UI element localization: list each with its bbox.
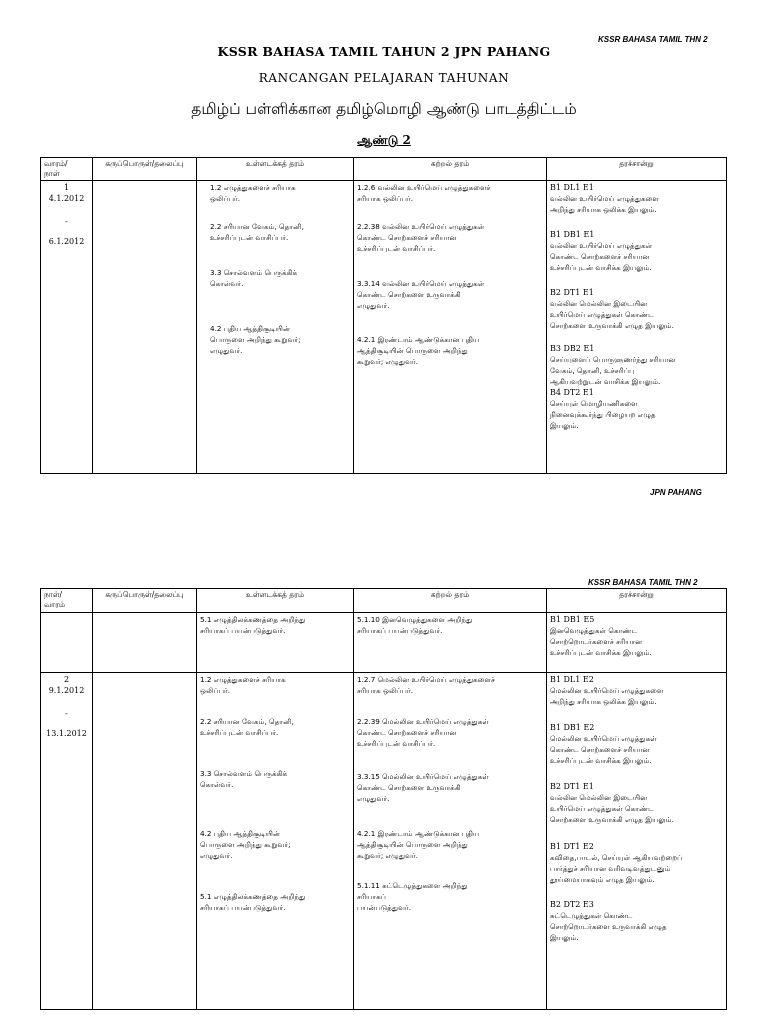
evidence-code: B2 DT1 E1 [550, 782, 594, 791]
header-week: நாள்/ வாரம் [41, 589, 93, 613]
learning-item: 2.2.39 மெல்லின உயிர்மெய் எழுத்துகள் கொண்ட சொற்களைச் சரியான உச்சரிப்புடன் வாசிப்பர். [357, 717, 489, 748]
content-item: 4.2 புதிய ஆத்திசூடியின் பொருளை அறிந்து கூறுவர்; எழுதுவர். [200, 829, 291, 860]
evidence-code: B4 DT2 E1 [550, 388, 594, 397]
learning-item: 4.2.1 இரண்டாம் ஆண்டுக்கான புதிய ஆத்திசூடியின் பொருளை அறிந்து கூறுவர்; எழுதுவர். [357, 829, 480, 860]
evidence-text: செய்யுள் மொழியணிகளை நினைவுக்கூர்ந்து பிழையற எழுத இயலும். [550, 399, 656, 430]
document-title: KSSR BAHASA TAMIL TAHUN 2 JPN PAHANG [217, 44, 551, 59]
evidence-code: B3 DB2 E1 [550, 344, 595, 353]
evidence-text: இனவெழுத்துகள் கொண்ட சொற்றொடர்களைச் சரியான உச்சரிப்புடன் வாசிக்க இயலும். [550, 626, 652, 657]
year-label: ஆண்டு 2 [357, 133, 411, 147]
learning-item: 4.2.1 இரண்டாம் ஆண்டுக்கான புதிய ஆத்திசூடியின் பொருளை அறிந்து கூறுவர்; எழுதுவர். [357, 335, 480, 366]
learning-item: 5.1.10 இனவெழுத்துகளை அறிந்து சரியாகப் பயன்படுத்துவர். [357, 615, 473, 635]
evidence-text: வல்லின மெல்லின இடையின உயிர்மெய் எழுத்துகள் கொண்ட சொற்களை உருவாக்கி எழுத இயலும். [550, 793, 674, 824]
evidence-code: B1 DB1 E5 [550, 615, 595, 624]
evidence-code: B1 DB1 E1 [550, 230, 595, 239]
content-item: 5.1 எழுத்திலக்கணத்தை அறிந்து சரியாகப் பயன்படுத்துவர். [200, 892, 306, 912]
learning-standard-cell [354, 613, 547, 673]
content-item: 3.3 சொல்வளம் பெருக்கிக் கொள்வர். [210, 268, 298, 288]
header-evidence: தரச்சான்று [547, 589, 727, 613]
header-learning-standard: கற்றல் தரம் [354, 589, 547, 613]
date-dash: - [65, 217, 68, 226]
content-item: 3.3 சொல்வளம் பெருக்கிக் கொள்வர். [200, 769, 288, 789]
header-evidence: தரச்சான்று [547, 158, 727, 181]
lesson-plan-table-2 [40, 588, 727, 1010]
content-standard-cell [197, 181, 354, 474]
header-learning-standard: கற்றல் தரம் [354, 158, 547, 181]
theme-cell [93, 673, 197, 1010]
content-item: 1.2 எழுத்துகளைச் சரியாக ஒலிப்பர். [200, 675, 286, 695]
evidence-text: சுட்டெழுத்துகள் கொண்ட சொற்றொடர்களை உருவாக்கி எழுத இயலும். [550, 911, 667, 942]
week-cell [41, 613, 93, 673]
learning-item: 3.3.15 மெல்லின உயிர்மெய் எழுத்துகள் கொண்ட சொற்களை உருவாக்கி எழுதுவர். [357, 772, 489, 803]
header-content-standard: உள்ளடக்கத் தரம் [197, 589, 354, 613]
evidence-cell [547, 181, 727, 474]
learning-item: 2.2.38 வல்லின உயிர்மெய் எழுத்துகள் கொண்ட சொற்களைச் சரியான உச்சரிப்புடன் வாசிப்பர். [357, 222, 485, 253]
theme-cell [93, 613, 197, 673]
content-standard-cell [197, 673, 354, 1010]
week-cell [41, 673, 93, 1010]
content-item: 2.2 சரியான வேகம், தொனி, உச்சரிப்புடன் வாசிப்பர். [200, 717, 294, 737]
running-header: KSSR BAHASA TAMIL THN 2 [598, 35, 708, 44]
header-content-standard: உள்ளடக்கத் தரம் [197, 158, 354, 181]
tamil-title: தமிழ்ப் பள்ளிக்கான தமிழ்மொழி ஆண்டு பாடத்திட்டம் [191, 100, 577, 118]
learning-item: 1.2.7 மெல்லின உயிர்மெய் எழுத்துகளைச் சரியாக ஒலிப்பர். [357, 675, 496, 695]
week-number: 1 [63, 183, 70, 192]
evidence-code: B1 DT1 E2 [550, 842, 594, 851]
evidence-text: செய்யுளைப் பொருளுணர்ந்து சரியான வேகம், தொனி, உச்சரிப்பு ஆகியவற்றுடன் வாசிக்க இயலும். [550, 355, 676, 386]
date-start: 4.1.2012 [48, 194, 85, 203]
learning-item: 1.2.6 வல்லின உயிர்மெய் எழுத்துகளைச் சரியாக ஒலிப்பர். [357, 183, 491, 203]
running-header: KSSR BAHASA TAMIL THN 2 [588, 578, 698, 587]
evidence-code: B2 DT1 E1 [550, 288, 594, 297]
evidence-cell [547, 673, 727, 1010]
date-dash: - [65, 709, 68, 718]
document-subtitle: RANCANGAN PELAJARAN TAHUNAN [258, 71, 510, 85]
content-item: 5.1 எழுத்திலக்கணத்தை அறிந்து சரியாகப் பயன்படுத்துவர். [200, 615, 306, 635]
evidence-text: வல்லின மெல்லின இடையின உயிர்மெய் எழுத்துகள் கொண்ட சொற்களை உருவாக்கி எழுத இயலும். [550, 299, 674, 330]
date-end: 13.1.2012 [46, 729, 87, 738]
evidence-code: B1 DB1 E2 [550, 723, 595, 732]
evidence-code: B1 DL1 E2 [550, 675, 594, 684]
learning-standard-cell [354, 181, 547, 474]
header-theme: கருப்பொருள்/தலைப்பு [93, 158, 197, 181]
evidence-code: B2 DT2 E3 [550, 900, 594, 909]
evidence-cell [547, 613, 727, 673]
learning-item: 5.1.11 சுட்டெழுத்துகளை அறிந்து சரியாகப் பயன்படுத்துவர். [357, 881, 468, 912]
learning-item: 3.3.14 வல்லின உயிர்மெய் எழுத்துகள் கொண்ட சொற்களை உருவாக்கி எழுதுவர். [357, 279, 485, 310]
date-end: 6.1.2012 [48, 237, 85, 246]
content-item: 1.2 எழுத்துகளைச் சரியாக ஒலிப்பர். [210, 183, 296, 203]
content-item: 2.2 சரியான வேகம், தொனி, உச்சரிப்புடன் வாசிப்பர். [210, 222, 304, 242]
content-item: 4.2 புதிய ஆத்திசூடியின் பொருளை அறிந்து கூறுவர்; எழுதுவர். [210, 324, 301, 355]
week-cell [41, 181, 93, 474]
lesson-plan-table-1 [40, 157, 727, 474]
evidence-text: மெல்லின உயிர்மெய் எழுத்துகள் கொண்ட சொற்களைச் சரியான உச்சரிப்புடன் வாசிக்க இயலும். [550, 734, 657, 765]
week-number: 2 [63, 675, 70, 684]
evidence-text: வல்லின உயிர்மெய் எழுத்துகளை அறிந்து சரியாக ஒலிக்க இயலும். [550, 194, 659, 214]
learning-standard-cell [354, 673, 547, 1010]
evidence-text: வல்லின உயிர்மெய் எழுத்துகள் கொண்ட சொற்களைச் சரியான உச்சரிப்புடன் வாசிக்க இயலும். [550, 241, 653, 272]
theme-cell [93, 181, 197, 474]
header-week: வாரம்/ நாள் [41, 158, 93, 181]
evidence-code: B1 DL1 E1 [550, 183, 594, 192]
header-theme: கருப்பொருள்/தலைப்பு [93, 589, 197, 613]
evidence-text: மெல்லின உயிர்மெய் எழுத்துகளை அறிந்து சரியாக ஒலிக்க இயலும். [550, 686, 664, 706]
page-footer: JPN PAHANG [650, 488, 702, 497]
content-standard-cell [197, 613, 354, 673]
date-start: 9.1.2012 [48, 686, 85, 695]
evidence-text: கவிதை,பாடல், செய்யுள் ஆகியவற்றைப் பார்த்துச் சரியான வரிவடிவத்துடனும் தூய்மையாகவும் எழுத இயலும். [550, 853, 683, 884]
